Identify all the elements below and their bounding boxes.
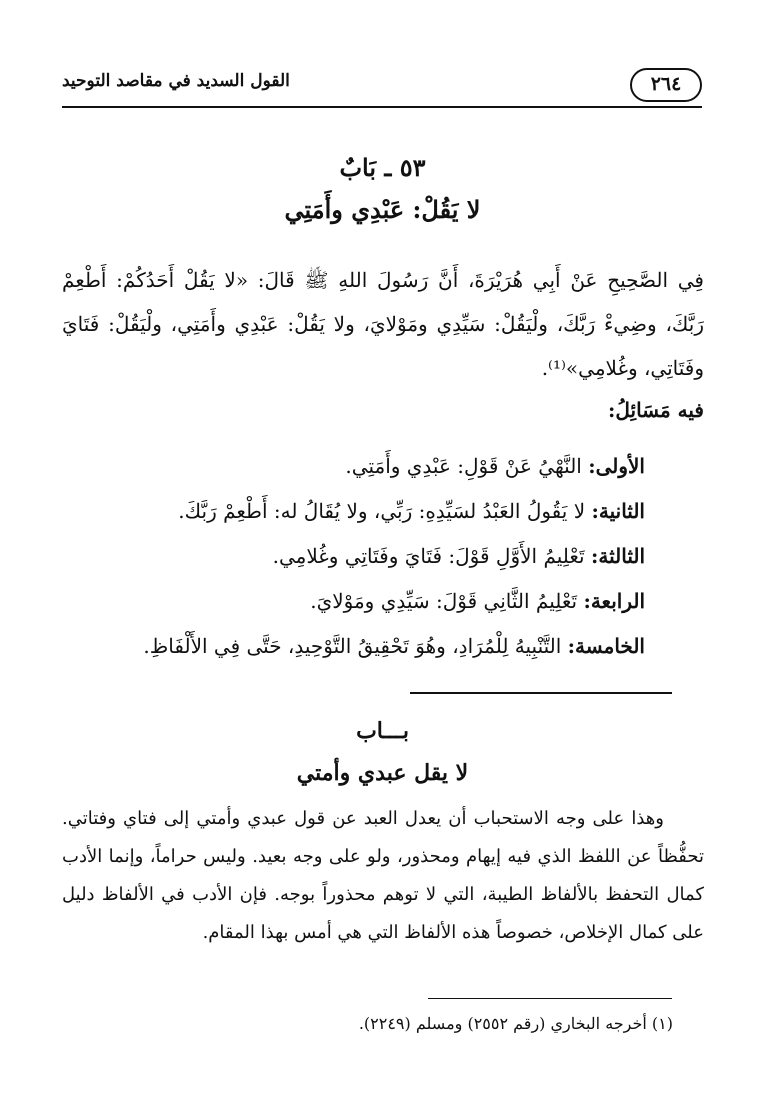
matn-paragraph: فِي الصَّحِيحِ عَنْ أَبِي هُرَيْرَةَ، أَنَّ رَسُولَ اللهِ ﷺ قَالَ: «لا يَقُلْ أَحَدُكُمْ: أَطْعِمْ رَبَّكَ، وضِيءْ رَبَّكَ، ولْيَقُلْ: سَيِّدِي ومَوْلايَ، ولا يَقُلْ: عَبْدِي وأَمَتِي، ولْيَقُلْ: فَتَايَ وفَتَاتِي، وغُلامِي»⁽¹⁾. (62, 268, 704, 380)
page-number: ٢٦٤ (630, 68, 702, 102)
masail-item-text: النَّهْيُ عَنْ قَوْلِ: عَبْدِي وأَمَتِي. (345, 454, 589, 478)
masail-item-lead: الأولى: (588, 454, 645, 478)
masail-item (85, 579, 645, 624)
sharh-bab-heading: بـــاب (356, 718, 409, 744)
book-title: القول السديد في مقاصد التوحيد (62, 71, 290, 91)
sharh-title: لا يقل عبدي وأمتي (296, 760, 469, 786)
masail-item-text: لا يَقُولُ العَبْدُ لسَيِّدِهِ: رَبِّي، ولا يُقَالُ له: أَطْعِمْ رَبَّكَ. (178, 499, 592, 523)
header-rule (62, 106, 702, 108)
masail-heading: فيه مَسَائِلُ: (607, 398, 704, 422)
sharh-paragraph: وهذا على وجه الاستحباب أن يعدل العبد عن قول عبدي وأمتي إلى فتاي وفتاتي. تحفُّظاً عن اللفظ الذي فيه إيهام ومحذور، ولو على وجه بعيد. وليس حراماً، وإنما الأدب كمال التحفظ بالألفاظ الطيبة، التي لا توهم محذوراً بوجه. فإن الأدب في الألفاظ دليل على كمال الإخلاص، خصوصاً هذه الألفاظ التي هي أمس بهذا المقام. (62, 808, 704, 943)
chapter-number: ٥٣ ـ بَابٌ (339, 153, 426, 182)
masail-item-lead: الثالثة: (590, 544, 645, 568)
footnote-rule (428, 998, 672, 999)
masail-item-lead: الرابعة: (583, 589, 645, 613)
masail-item (85, 534, 645, 579)
masail-item (85, 444, 645, 489)
section-divider (410, 692, 672, 694)
masail-item-text: تَعْلِيمُ الأَوَّلِ قَوْلَ: فَتَايَ وفَتَاتِي وغُلامِي. (272, 544, 591, 568)
masail-item (85, 489, 645, 534)
masail-list (85, 444, 645, 669)
masail-item-lead: الثانية: (591, 499, 645, 523)
masail-item-text: تَعْلِيمُ الثَّانِي قَوْلَ: سَيِّدِي ومَوْلايَ. (310, 589, 584, 613)
masail-item-text: التَّنْبِيهُ لِلْمُرَادِ، وهُوَ تَحْقِيقُ التَّوْحِيدِ، حَتَّى فِي الأَلْفَاظِ. (143, 634, 568, 658)
chapter-title: لا يَقُلْ: عَبْدِي وأَمَتِي (284, 195, 481, 224)
masail-item-lead: الخامسة: (567, 634, 645, 658)
footnote: (١) أخرجه البخاري (رقم ٢٥٥٢) ومسلم (٢٢٤٩). (358, 1014, 673, 1033)
masail-item (85, 624, 645, 669)
running-head (62, 66, 702, 108)
